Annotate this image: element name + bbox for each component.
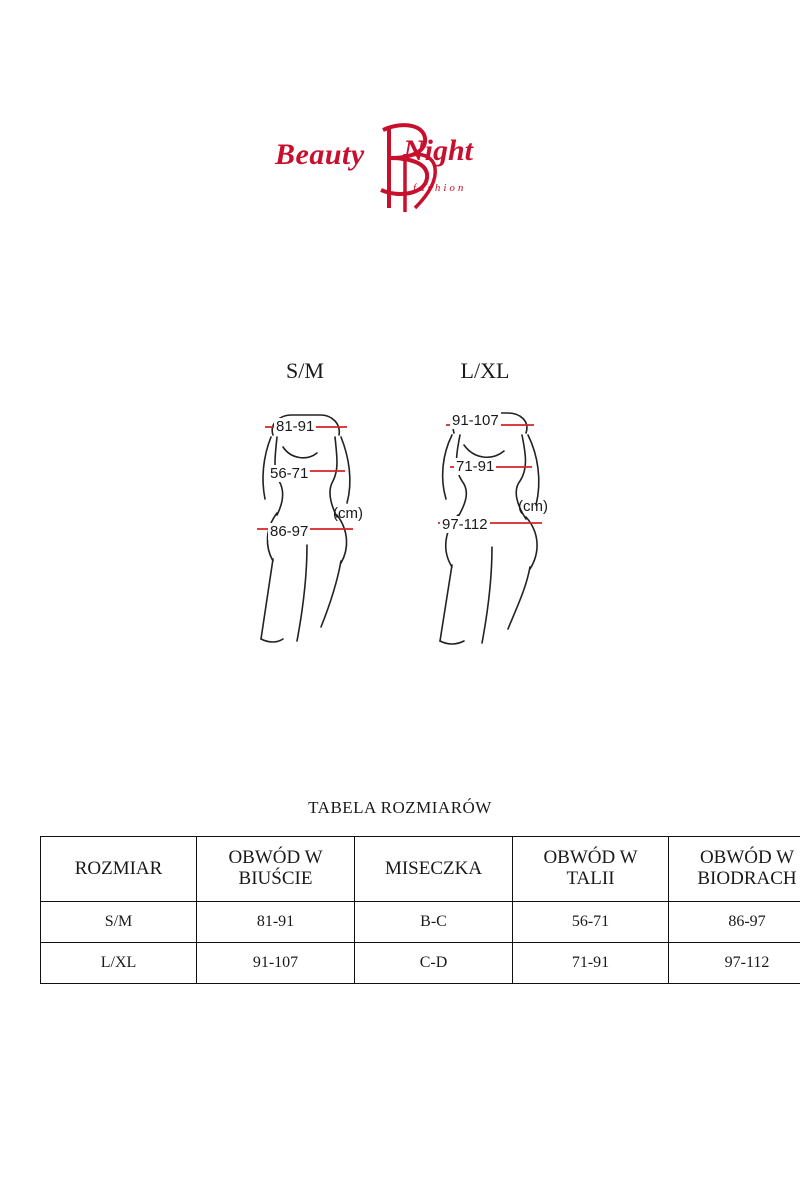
figure-bust-lxl: 91-107 bbox=[452, 412, 499, 429]
table-row bbox=[41, 943, 800, 984]
unit-label-lxl: (cm) bbox=[518, 498, 548, 515]
figure-size-label-lxl: L/XL bbox=[460, 358, 510, 383]
cell-hips: 86-97 bbox=[669, 902, 800, 943]
table-header-bust: OBWÓD W BIUŚCIE bbox=[197, 837, 355, 902]
table-header-waist: OBWÓD W TALII bbox=[513, 837, 669, 902]
logo-word-night: Night bbox=[403, 134, 474, 167]
figure-waist-lxl: 71-91 bbox=[456, 458, 495, 475]
logo-tagline: fashion bbox=[413, 182, 467, 194]
cell-waist: 56-71 bbox=[513, 902, 669, 943]
figure-bust-sm: 81-91 bbox=[276, 418, 315, 435]
figure-hips-lxl: 97-112 bbox=[442, 516, 488, 533]
cell-cup: B-C bbox=[355, 902, 513, 943]
cell-bust: 81-91 bbox=[197, 902, 355, 943]
table-header-size: ROZMIAR bbox=[41, 837, 197, 902]
figure-hips-sm: 86-97 bbox=[270, 523, 309, 540]
table-header-row bbox=[41, 837, 800, 902]
logo-word-beauty: Beauty bbox=[275, 138, 365, 171]
unit-label-sm: (cm) bbox=[333, 505, 363, 522]
cell-hips: 97-112 bbox=[669, 943, 800, 984]
cell-size: L/XL bbox=[41, 943, 197, 984]
table-row bbox=[41, 902, 800, 943]
table-header-cup: MISECZKA bbox=[355, 837, 513, 902]
figure-waist-sm: 56-71 bbox=[270, 465, 309, 482]
size-table-title: TABELA ROZMIARÓW bbox=[308, 798, 492, 817]
table-header-hips: OBWÓD W BIODRACH bbox=[669, 837, 800, 902]
cell-waist: 71-91 bbox=[513, 943, 669, 984]
cell-cup: C-D bbox=[355, 943, 513, 984]
figure-size-label-sm: S/M bbox=[286, 358, 324, 383]
cell-bust: 91-107 bbox=[197, 943, 355, 984]
cell-size: S/M bbox=[41, 902, 197, 943]
body-silhouette-lxl-icon bbox=[408, 395, 578, 655]
measurement-diagrams bbox=[0, 340, 800, 670]
brand-logo bbox=[0, 110, 800, 240]
size-table bbox=[40, 836, 800, 984]
